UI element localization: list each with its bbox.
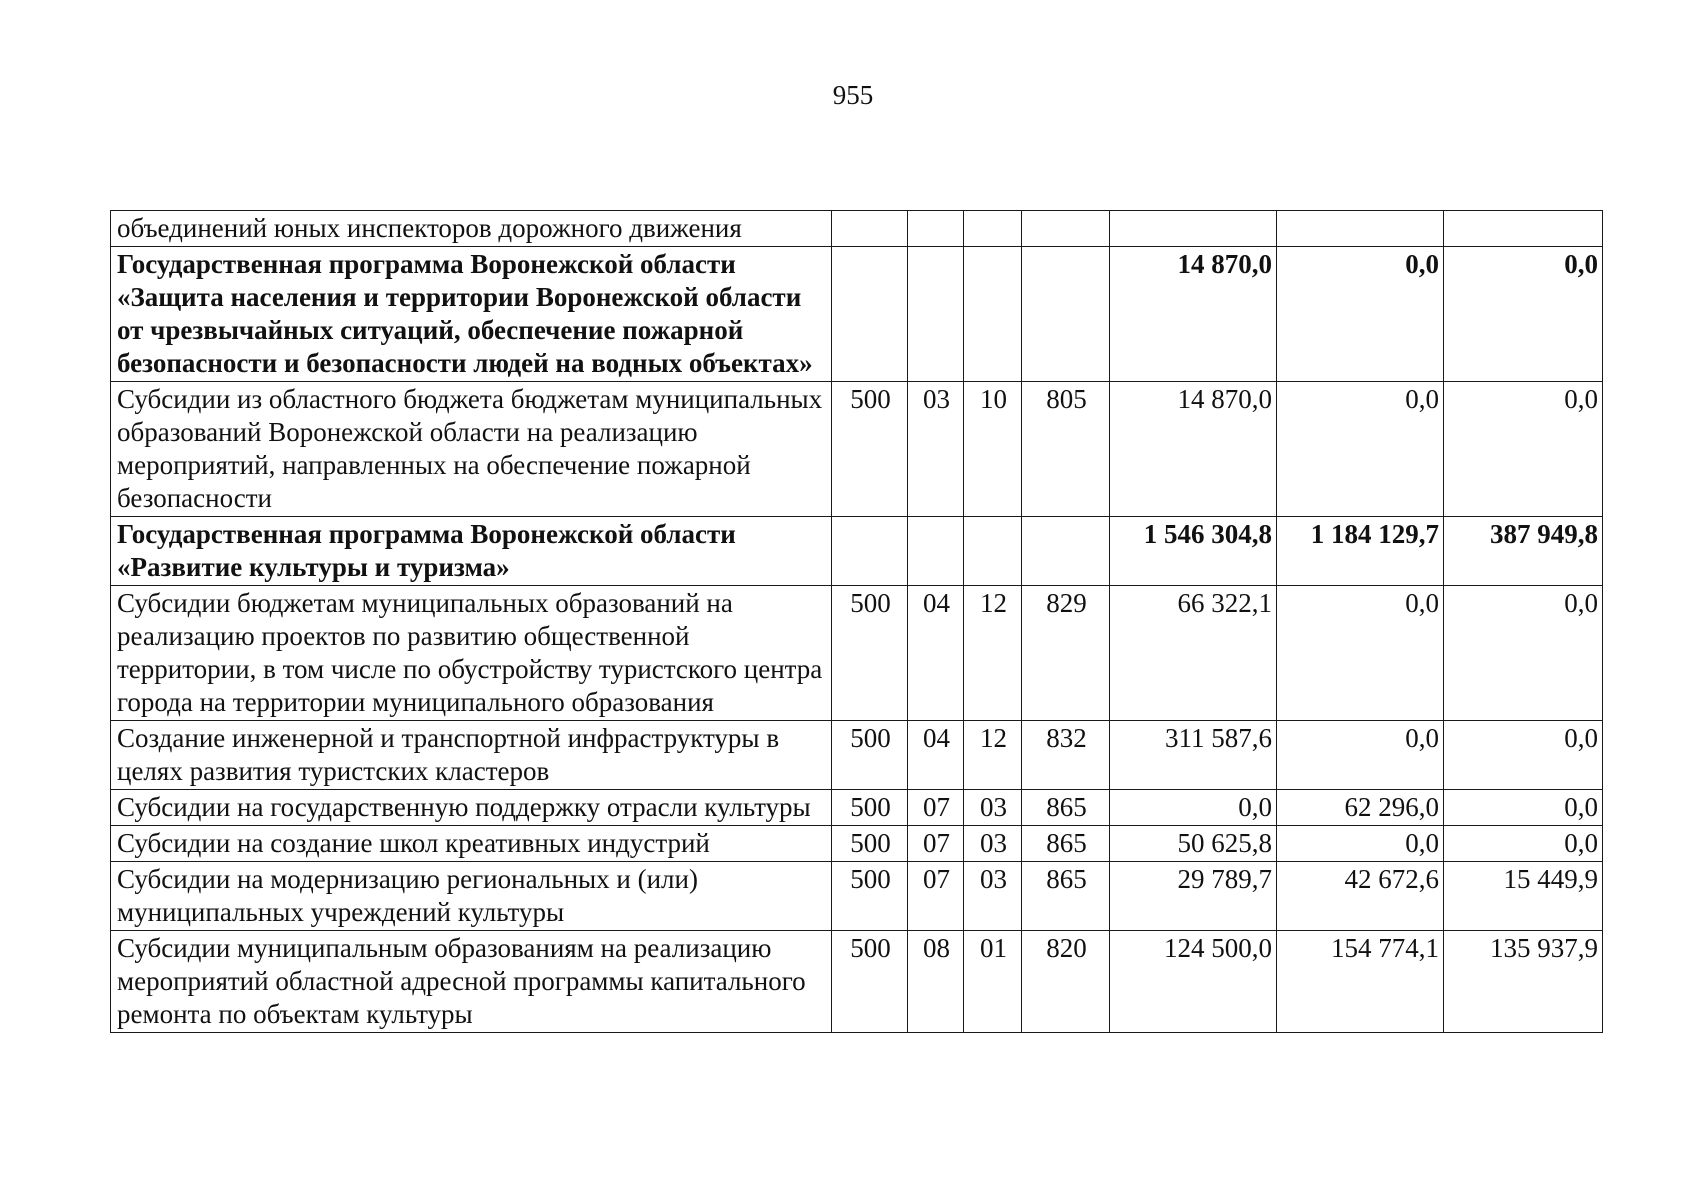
row-description: Субсидии на модернизацию региональных и (или) муниципальных учреждений культуры: [111, 862, 832, 931]
code-cell: 07: [908, 862, 964, 931]
table-row: [111, 790, 1603, 826]
amount-cell: [1277, 211, 1444, 247]
code-cell: 500: [832, 931, 908, 1033]
amount-cell: 14 870,0: [1110, 247, 1277, 382]
row-description: Государственная программа Воронежской области «Защита населения и территории Воронежской области от чрезвычайных ситуаций, обеспечение пожарной безопасности и безопасности людей на водных объектах»: [111, 247, 832, 382]
code-cell: [1022, 211, 1110, 247]
amount-cell: 124 500,0: [1110, 931, 1277, 1033]
amount-cell: [1444, 211, 1603, 247]
table-row: [111, 586, 1603, 721]
code-cell: [964, 247, 1022, 382]
code-cell: 04: [908, 721, 964, 790]
amount-cell: 0,0: [1444, 826, 1603, 862]
code-cell: [832, 517, 908, 586]
code-cell: [964, 211, 1022, 247]
page-number: 955: [832, 80, 874, 110]
amount-cell: 14 870,0: [1110, 382, 1277, 517]
code-cell: 500: [832, 721, 908, 790]
code-cell: 04: [908, 586, 964, 721]
row-description: Субсидии бюджетам муниципальных образований на реализацию проектов по развитию общественной территории, в том числе по обустройству туристского центра города на территории муниципального образования: [111, 586, 832, 721]
row-description: Субсидии на создание школ креативных индустрий: [111, 826, 832, 862]
code-cell: 12: [964, 586, 1022, 721]
row-description: Субсидии на государственную поддержку отрасли культуры: [111, 790, 832, 826]
budget-table: [110, 210, 1603, 1033]
code-cell: [908, 517, 964, 586]
table-row: [111, 826, 1603, 862]
table-row: [111, 931, 1603, 1033]
amount-cell: 311 587,6: [1110, 721, 1277, 790]
amount-cell: 0,0: [1444, 586, 1603, 721]
code-cell: 865: [1022, 790, 1110, 826]
amount-cell: 42 672,6: [1277, 862, 1444, 931]
amount-cell: 0,0: [1444, 247, 1603, 382]
code-cell: 01: [964, 931, 1022, 1033]
table-row: [111, 721, 1603, 790]
amount-cell: [1110, 211, 1277, 247]
program-row: [111, 247, 1603, 382]
amount-cell: 0,0: [1277, 247, 1444, 382]
amount-cell: 0,0: [1277, 721, 1444, 790]
row-description: Субсидии муниципальным образованиям на реализацию мероприятий областной адресной программы капитального ремонта по объектам культуры: [111, 931, 832, 1033]
code-cell: [964, 517, 1022, 586]
row-description: Государственная программа Воронежской области «Развитие культуры и туризма»: [111, 517, 832, 586]
code-cell: 500: [832, 790, 908, 826]
amount-cell: 29 789,7: [1110, 862, 1277, 931]
code-cell: 08: [908, 931, 964, 1033]
code-cell: [832, 211, 908, 247]
amount-cell: 0,0: [1110, 790, 1277, 826]
code-cell: 07: [908, 826, 964, 862]
amount-cell: 135 937,9: [1444, 931, 1603, 1033]
amount-cell: 66 322,1: [1110, 586, 1277, 721]
code-cell: 500: [832, 586, 908, 721]
row-description: Субсидии из областного бюджета бюджетам муниципальных образований Воронежской области на реализацию мероприятий, направленных на обеспечение пожарной безопасности: [111, 382, 832, 517]
amount-cell: 0,0: [1277, 382, 1444, 517]
amount-cell: 62 296,0: [1277, 790, 1444, 826]
table-row: [111, 862, 1603, 931]
code-cell: [908, 247, 964, 382]
amount-cell: 0,0: [1277, 586, 1444, 721]
code-cell: 10: [964, 382, 1022, 517]
amount-cell: 15 449,9: [1444, 862, 1603, 931]
code-cell: [832, 247, 908, 382]
code-cell: 03: [964, 826, 1022, 862]
code-cell: 865: [1022, 826, 1110, 862]
amount-cell: 0,0: [1444, 790, 1603, 826]
code-cell: 03: [908, 382, 964, 517]
amount-cell: 154 774,1: [1277, 931, 1444, 1033]
row-description: объединений юных инспекторов дорожного движения: [111, 211, 832, 247]
program-row: [111, 517, 1603, 586]
code-cell: 829: [1022, 586, 1110, 721]
code-cell: [1022, 247, 1110, 382]
code-cell: 832: [1022, 721, 1110, 790]
code-cell: 12: [964, 721, 1022, 790]
code-cell: [1022, 517, 1110, 586]
code-cell: 03: [964, 862, 1022, 931]
row-description: Создание инженерной и транспортной инфраструктуры в целях развития туристских кластеров: [111, 721, 832, 790]
table-row: [111, 211, 1603, 247]
amount-cell: 0,0: [1444, 721, 1603, 790]
amount-cell: 387 949,8: [1444, 517, 1603, 586]
table-row: [111, 382, 1603, 517]
amount-cell: 50 625,8: [1110, 826, 1277, 862]
amount-cell: 1 184 129,7: [1277, 517, 1444, 586]
code-cell: 07: [908, 790, 964, 826]
amount-cell: 0,0: [1444, 382, 1603, 517]
code-cell: [908, 211, 964, 247]
code-cell: 805: [1022, 382, 1110, 517]
code-cell: 865: [1022, 862, 1110, 931]
code-cell: 03: [964, 790, 1022, 826]
code-cell: 500: [832, 382, 908, 517]
code-cell: 500: [832, 862, 908, 931]
amount-cell: 1 546 304,8: [1110, 517, 1277, 586]
amount-cell: 0,0: [1277, 826, 1444, 862]
code-cell: 820: [1022, 931, 1110, 1033]
code-cell: 500: [832, 826, 908, 862]
